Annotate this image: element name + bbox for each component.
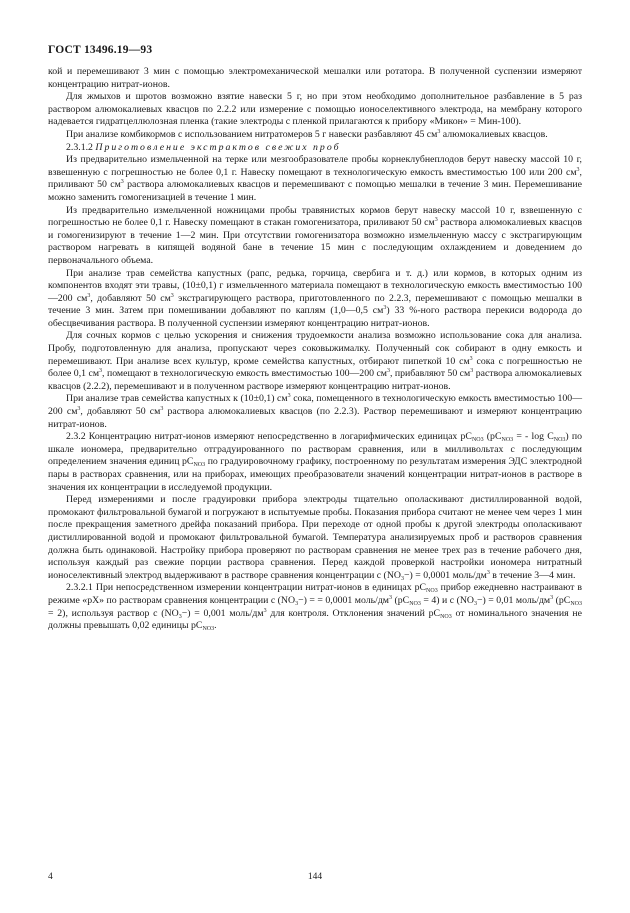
paragraph-p11 xyxy=(48,494,582,582)
text-run: сока с погрешностью не более 0,1 см xyxy=(48,355,582,380)
text-run: Для сочных кормов с целью ускорения и снижения трудоемкости анализа возможно использование сока для анализа. Пробу, подготовленную для анализа, пропускают через соковыжималку. Полученный сок собирают в одну емкость и перемешивают. При анализе всех культур, кроме семейства капустных, отбирают пипеткой 10 см xyxy=(48,330,582,367)
superscript: 3 xyxy=(469,355,473,362)
superscript: 3 xyxy=(576,166,580,173)
paragraph-p8 xyxy=(48,330,582,393)
text-run: сока, помещенного в технологическую емкость вместимостью 100—200 см xyxy=(48,393,583,418)
text-run: Из предварительно измельченной ножницами пробы травянистых кормов берут навеску массой 10 г, взвешенную с погрешностью не более 0,1 г. Навеску помещают в стакан гомогенизатора, приливают 50 см xyxy=(48,204,582,229)
superscript: 3 xyxy=(389,594,393,601)
text-run: Перед измерениями и после градуировки прибора электроды тщательно ополаскивают дистиллированной водой, промокают фильтровальной бумагой и погружают в испытуемые пробы. Показания прибора считают не менее чем через 1 мин после прекращения заметного дрейфа показаний прибора. При переходе от одной пробы к другой электроды ополаскивают дистиллированной водой и промокают фильтровальной бумагой. Температура анализируемых проб и растворов сравнения должна быть одинаковой. Настройку прибора проверяют по растворам сравнения не менее трех раз в течение рабочего дня, используя каждый раз свежие порции раствора сравнения. Перед каждой проверкой настройки иономера нитратный ионоселективный электрод выдерживают в растворе сравнения концентрации c (NO xyxy=(48,494,582,581)
text-run: Приготовление экстрактов свежих проб xyxy=(95,141,341,153)
text-run: раствора алюмокалиевых квасцов (по 2.2.3). Раствор перемешивают и измеряют концентрацию нитрат-ионов. xyxy=(48,406,582,430)
subscript: NO3 xyxy=(202,626,215,633)
superscript: 3 xyxy=(170,292,174,299)
text-run: по градуировочному графику, построенному по результатам измерения ЭДС электродной пары в растворах сравнения, или на приборах, имеющих преобразователи значений концентрации нитрат-ионов в растворе в значения их концентрации в исследуемой продукции. xyxy=(48,456,583,493)
subscript: 3 xyxy=(400,575,404,582)
text-run: При анализе комбикормов с использованием нитратомеров 5 г навески разбавляют 45 см xyxy=(66,128,438,140)
text-run: −) = 0,01 моль/дм xyxy=(476,594,551,606)
superscript: 3 xyxy=(87,292,91,299)
subscript: NO3 xyxy=(409,600,421,607)
subscript: NO3 xyxy=(570,600,582,607)
superscript: 3 xyxy=(550,594,554,601)
superscript: 3 xyxy=(486,569,490,576)
text-run: −) = = 0,0001 моль/дм xyxy=(298,594,390,606)
superscript: 3 xyxy=(160,406,164,413)
text-run: раствора алюмокалиевых квасцов и перемешивают с помощью мешалки в течение 3 мин. Перемешивание можно заменить гомогенизацией в течение 1 мин. xyxy=(48,179,583,203)
superscript: 3 xyxy=(470,368,474,375)
text-run: ) 33 %-ного раствора перекиси водорода до обесцвечивания раствора. В полученной суспензии измеряют концентрацию нитрат-ионов. xyxy=(48,305,582,329)
text-run: прибор ежедневно настраивают в режиме «pX» по растворам сравнения концентрации c (NO xyxy=(48,582,582,606)
text-run: для контроля. Отклонения значений pC xyxy=(266,607,441,619)
text-run: 2.3.2.1 При непосредственном измерении концентрации нитрат-ионов в единицах pC xyxy=(66,582,427,594)
subscript: NO3 xyxy=(440,613,452,620)
paragraph-p7 xyxy=(48,268,582,331)
superscript: 3 xyxy=(263,607,267,614)
text-run: , приливают 50 см xyxy=(48,166,582,191)
subscript: 3 xyxy=(473,600,477,607)
document-page xyxy=(48,44,582,633)
page-number-left: 4 xyxy=(48,872,53,882)
text-run: (pC xyxy=(483,431,502,443)
text-run: экстрагирующего раствора, приготовленного по 2.2.3, перемешивают с помощью мешалки в течение 3 мин. Затем при помешивании добавляют по каплям (1,0—0,5 см xyxy=(48,292,582,317)
superscript: 3 xyxy=(77,406,81,413)
text-run: 2.3.2 Концентрацию нитрат-ионов измеряют непосредственно в логарифмических единицах pC xyxy=(66,431,472,443)
text-run: раствора алюмокалиевых квасцов (2.2.2), перемешивают и в полученном растворе измеряют концентрацию нитрат-ионов. xyxy=(48,368,582,392)
paragraph-p6 xyxy=(48,205,582,268)
text-run: = - log C xyxy=(513,431,554,443)
paragraph-p4 xyxy=(48,142,582,155)
text-run: в течение 3—4 мин. xyxy=(489,569,576,581)
text-run: Для жмыхов и шротов возможно взятие навески 5 г, но при этом необходимо дополнительное разбавление в 5 раз раствором алюмокалиевых квасцов по 2.2.2 или измерение с помощью ионоселективного электрода, на мембрану которого надевается гидратцеллюлозная пленка (такие электроды с пленкой прилагаются к прибору «Микон» = Мин-100). xyxy=(48,91,582,128)
paragraph-p5 xyxy=(48,154,582,204)
paragraph-p1 xyxy=(48,66,582,91)
text-run: При анализе трав семейства капустных к (10±0,1) см xyxy=(66,393,288,405)
paragraph-p12 xyxy=(48,582,582,632)
subscript: NO3 xyxy=(426,588,438,595)
text-run: , добавляют 50 см xyxy=(80,406,161,418)
subscript: NO3 xyxy=(471,437,484,444)
superscript: 3 xyxy=(434,217,438,224)
superscript: 3 xyxy=(387,368,390,375)
text-run: (pC xyxy=(392,594,410,606)
text-run: от номинального значения не должны превышать 0,02 единицы pC xyxy=(48,607,582,632)
paragraph-p3 xyxy=(48,129,582,142)
text-run: , добавляют 50 см xyxy=(90,292,171,304)
subscript: 3 xyxy=(295,600,299,607)
text-run: раствора алюмокалиевых квасцов и гомогенизируют в течение 1—2 мин. При отсутствии гомогенизатора возможно измельченную массу с экстрагирующим раствором нагревать в кипящей водяной бане в течение 15 мин с последующим охлаждением и доведением до первоначального объема. xyxy=(48,217,582,266)
text-run: . xyxy=(214,620,217,632)
subscript: 3 xyxy=(178,613,182,620)
text-run: (pC xyxy=(553,594,571,606)
superscript: 3 xyxy=(437,128,441,135)
text-run: алюмокалиевых квасцов. xyxy=(440,128,548,140)
superscript: 3 xyxy=(383,305,387,312)
text-run: = 2), используя раствор c (NO xyxy=(48,607,179,619)
paragraph-p2 xyxy=(48,91,582,129)
subscript: NO3 xyxy=(501,437,514,444)
page-number-center: 144 xyxy=(307,872,323,882)
text-run: −) = 0,001 моль/дм xyxy=(181,607,264,619)
superscript: 3 xyxy=(120,179,124,186)
text-run: , прибавляют 50 см xyxy=(390,368,471,380)
text-run: , помещают в технологическую емкость вместимостью 100—200 см xyxy=(102,368,387,380)
text-run: ) по шкале иономера, предварительно отградуированного по растворам сравнения, или в милливольтах с последующим определением значения единиц pC xyxy=(48,431,582,468)
document-body xyxy=(48,66,582,633)
text-run: Из предварительно измельченной на терке или мезгообразователе пробы корнеклубнеплодов берут навеску массой 10 г, взвешенную с погрешностью не более 0,1 г. Навеску помещают в технологическую емкость вместимостью 100 или 200 см xyxy=(48,154,582,178)
subscript: NO3 xyxy=(193,462,206,469)
text-run: 2.3.1.2 xyxy=(66,141,96,153)
text-run: кой и перемешивают 3 мин с помощью электромеханической мешалки или ротатора. В полученной суспензии измеряют концентрацию нитрат-ионов. xyxy=(48,66,582,90)
text-run: −) = 0,0001 моль/дм xyxy=(403,569,487,581)
paragraph-p9 xyxy=(48,393,582,431)
document-header: ГОСТ 13496.19—93 xyxy=(48,44,153,56)
paragraph-p10 xyxy=(48,431,582,494)
superscript: 3 xyxy=(287,393,291,400)
subscript: NO3 xyxy=(553,437,566,444)
superscript: 3 xyxy=(99,368,103,375)
text-run: При анализе трав семейства капустных (рапс, редька, горчица, свербига и т. д.) или кормов, в которых одним из компонентов входят эти травы, (10±0,1) г измельченного материала помещают в технологическую емкость вместимостью 100—200 см xyxy=(48,267,582,304)
text-run: = 4) и c (NO xyxy=(420,594,474,606)
